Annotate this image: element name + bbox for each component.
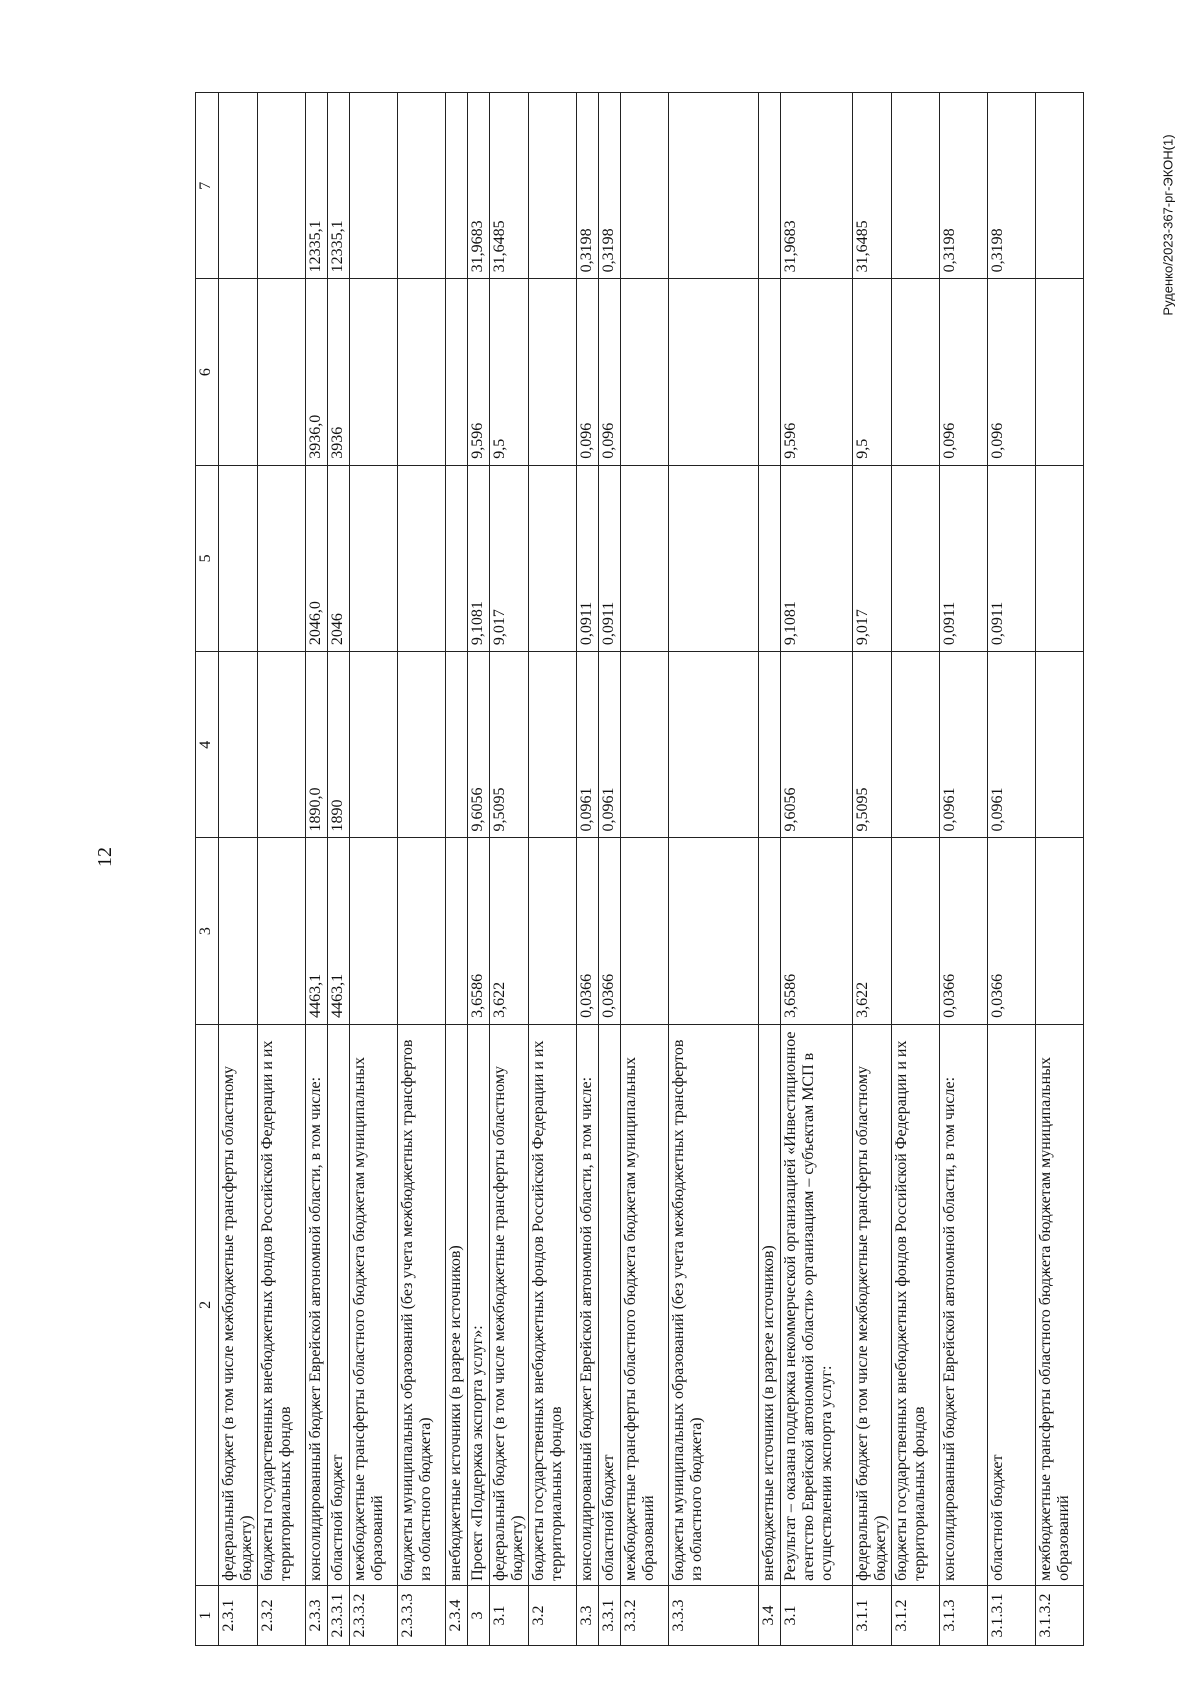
row-value-cell: 1890,0 xyxy=(306,652,328,838)
table-row xyxy=(599,93,621,1646)
row-value-cell xyxy=(398,465,446,651)
row-value-cell xyxy=(350,465,398,651)
row-name-cell: федеральный бюджет (в том числе межбюджетные трансферты областному бюджету) xyxy=(853,1024,892,1585)
row-value-cell: 31,6485 xyxy=(490,93,529,279)
table-row xyxy=(781,93,853,1646)
row-value-cell xyxy=(219,465,258,651)
header-cell: 3 xyxy=(196,838,219,1024)
row-value-cell: 9,5095 xyxy=(490,652,529,838)
row-name-cell: консолидированный бюджет Еврейской автономной области, в том числе: xyxy=(940,1024,988,1585)
row-code-cell: 2.3.1 xyxy=(219,1585,258,1645)
footer-code: Руденко/2023-367-рг-ЭКОН(1) xyxy=(1160,134,1176,316)
row-value-cell xyxy=(1036,838,1084,1024)
row-value-cell xyxy=(219,93,258,279)
row-value-cell: 9,6056 xyxy=(468,652,490,838)
row-value-cell: 9,596 xyxy=(781,279,853,465)
row-value-cell xyxy=(621,652,669,838)
row-value-cell: 0,0961 xyxy=(940,652,988,838)
header-cell: 1 xyxy=(196,1585,219,1645)
row-code-cell: 2.3.4 xyxy=(446,1585,468,1645)
row-name-cell: областной бюджет xyxy=(328,1024,350,1585)
row-value-cell xyxy=(219,838,258,1024)
table-row xyxy=(529,93,577,1646)
row-value-cell: 12335,1 xyxy=(306,93,328,279)
row-value-cell xyxy=(258,465,306,651)
row-value-cell: 9,017 xyxy=(853,465,892,651)
row-value-cell xyxy=(892,465,940,651)
row-value-cell xyxy=(350,279,398,465)
row-value-cell xyxy=(398,93,446,279)
header-cell: 6 xyxy=(196,279,219,465)
row-name-cell: внебюджетные источники (в разрезе источников) xyxy=(759,1024,781,1585)
row-name-cell: бюджеты государственных внебюджетных фондов Российской Федерации и их территориальных фондов xyxy=(529,1024,577,1585)
row-value-cell: 1890 xyxy=(328,652,350,838)
row-value-cell: 0,0911 xyxy=(577,465,599,651)
row-value-cell: 2046,0 xyxy=(306,465,328,651)
row-value-cell xyxy=(892,93,940,279)
row-value-cell xyxy=(892,838,940,1024)
row-value-cell: 0,3198 xyxy=(988,93,1036,279)
row-name-cell: межбюджетные трансферты областного бюджета бюджетам муниципальных образований xyxy=(1036,1024,1084,1585)
row-value-cell xyxy=(759,93,781,279)
row-value-cell: 0,3198 xyxy=(577,93,599,279)
row-code-cell: 3.1.3.1 xyxy=(988,1585,1036,1645)
budget-table xyxy=(195,92,1084,1646)
row-value-cell: 0,0961 xyxy=(988,652,1036,838)
row-value-cell: 3,622 xyxy=(853,838,892,1024)
row-value-cell: 3,6586 xyxy=(468,838,490,1024)
row-value-cell xyxy=(258,279,306,465)
row-value-cell xyxy=(669,279,759,465)
table-row xyxy=(853,93,892,1646)
row-code-cell: 2.3.3.2 xyxy=(350,1585,398,1645)
row-code-cell: 3.1.2 xyxy=(892,1585,940,1645)
row-code-cell: 3.3 xyxy=(577,1585,599,1645)
row-value-cell xyxy=(669,465,759,651)
budget-table-wrapper xyxy=(195,92,1072,1646)
row-value-cell: 4463,1 xyxy=(306,838,328,1024)
row-name-cell: межбюджетные трансферты областного бюджета бюджетам муниципальных образований xyxy=(621,1024,669,1585)
row-code-cell: 3.2 xyxy=(529,1585,577,1645)
row-value-cell xyxy=(759,279,781,465)
row-value-cell: 9,5 xyxy=(853,279,892,465)
row-value-cell xyxy=(529,465,577,651)
row-name-cell: бюджеты государственных внебюджетных фондов Российской Федерации и их территориальных фондов xyxy=(892,1024,940,1585)
table-row xyxy=(219,93,258,1646)
table-row xyxy=(577,93,599,1646)
row-value-cell: 0,0366 xyxy=(988,838,1036,1024)
row-value-cell xyxy=(621,279,669,465)
row-value-cell xyxy=(669,838,759,1024)
table-row xyxy=(350,93,398,1646)
row-value-cell: 9,1081 xyxy=(468,465,490,651)
row-code-cell: 3.1 xyxy=(781,1585,853,1645)
row-name-cell: бюджеты государственных внебюджетных фондов Российской Федерации и их территориальных фондов xyxy=(258,1024,306,1585)
row-value-cell: 31,9683 xyxy=(468,93,490,279)
row-value-cell: 0,0366 xyxy=(577,838,599,1024)
table-row xyxy=(1036,93,1084,1646)
row-name-cell: внебюджетные источники (в разрезе источников) xyxy=(446,1024,468,1585)
row-value-cell: 0,0961 xyxy=(599,652,621,838)
row-value-cell xyxy=(446,652,468,838)
row-value-cell: 0,0911 xyxy=(988,465,1036,651)
row-name-cell: межбюджетные трансферты областного бюджета бюджетам муниципальных образований xyxy=(350,1024,398,1585)
row-code-cell: 2.3.3.3 xyxy=(398,1585,446,1645)
row-value-cell: 9,596 xyxy=(468,279,490,465)
row-value-cell xyxy=(892,652,940,838)
table-header-row xyxy=(196,93,219,1646)
table-row xyxy=(328,93,350,1646)
row-value-cell: 9,5095 xyxy=(853,652,892,838)
row-value-cell xyxy=(529,838,577,1024)
row-value-cell xyxy=(446,93,468,279)
row-value-cell xyxy=(350,838,398,1024)
header-cell: 2 xyxy=(196,1024,219,1585)
row-value-cell xyxy=(219,279,258,465)
document-footer xyxy=(1158,134,1178,316)
row-value-cell: 0,0366 xyxy=(599,838,621,1024)
table-row xyxy=(258,93,306,1646)
row-value-cell: 31,9683 xyxy=(781,93,853,279)
table-row xyxy=(621,93,669,1646)
row-value-cell: 31,6485 xyxy=(853,93,892,279)
row-name-cell: Проект «Поддержка экспорта услуг»: xyxy=(468,1024,490,1585)
row-code-cell: 2.3.3 xyxy=(306,1585,328,1645)
row-value-cell xyxy=(398,838,446,1024)
row-name-cell: бюджеты муниципальных образований (без учета межбюджетных трансфертов из областного бюджета) xyxy=(398,1024,446,1585)
row-value-cell xyxy=(398,279,446,465)
row-value-cell xyxy=(669,652,759,838)
row-value-cell xyxy=(446,279,468,465)
row-value-cell: 3936 xyxy=(328,279,350,465)
row-name-cell: областной бюджет xyxy=(988,1024,1036,1585)
row-value-cell xyxy=(621,93,669,279)
table-row xyxy=(759,93,781,1646)
row-value-cell: 0,096 xyxy=(940,279,988,465)
row-code-cell: 3 xyxy=(468,1585,490,1645)
row-value-cell: 3,622 xyxy=(490,838,529,1024)
row-name-cell: Результат – оказана поддержка некоммерческой организацией «Инвестиционное агентство Еврейской автономной области» организациям – субъектам МСП в осуществлении экспорта услуг: xyxy=(781,1024,853,1585)
row-value-cell xyxy=(258,652,306,838)
header-cell: 5 xyxy=(196,465,219,651)
row-code-cell: 3.1.3.2 xyxy=(1036,1585,1084,1645)
table-row xyxy=(669,93,759,1646)
row-value-cell xyxy=(529,652,577,838)
row-value-cell xyxy=(759,465,781,651)
row-value-cell: 0,096 xyxy=(577,279,599,465)
header-cell: 7 xyxy=(196,93,219,279)
row-code-cell: 2.3.2 xyxy=(258,1585,306,1645)
row-code-cell: 3.4 xyxy=(759,1585,781,1645)
row-value-cell xyxy=(446,465,468,651)
row-value-cell: 2046 xyxy=(328,465,350,651)
row-value-cell xyxy=(529,279,577,465)
row-name-cell: областной бюджет xyxy=(599,1024,621,1585)
row-value-cell xyxy=(350,93,398,279)
table-row xyxy=(892,93,940,1646)
row-code-cell: 3.1.1 xyxy=(853,1585,892,1645)
row-value-cell xyxy=(892,279,940,465)
row-value-cell: 9,6056 xyxy=(781,652,853,838)
row-value-cell: 4463,1 xyxy=(328,838,350,1024)
header-cell: 4 xyxy=(196,652,219,838)
row-value-cell xyxy=(669,93,759,279)
row-value-cell: 0,3198 xyxy=(599,93,621,279)
table-row xyxy=(446,93,468,1646)
row-value-cell: 9,1081 xyxy=(781,465,853,651)
row-value-cell xyxy=(1036,465,1084,651)
row-value-cell: 0,0911 xyxy=(940,465,988,651)
row-code-cell: 2.3.3.1 xyxy=(328,1585,350,1645)
row-code-cell: 3.1 xyxy=(490,1585,529,1645)
row-value-cell: 0,096 xyxy=(599,279,621,465)
row-value-cell xyxy=(1036,652,1084,838)
row-name-cell: федеральный бюджет (в том числе межбюджетные трансферты областному бюджету) xyxy=(490,1024,529,1585)
row-value-cell xyxy=(258,838,306,1024)
row-value-cell: 9,017 xyxy=(490,465,529,651)
row-value-cell: 3936,0 xyxy=(306,279,328,465)
row-code-cell: 3.3.1 xyxy=(599,1585,621,1645)
table-row xyxy=(398,93,446,1646)
row-value-cell xyxy=(1036,93,1084,279)
row-value-cell: 0,096 xyxy=(988,279,1036,465)
row-value-cell xyxy=(621,838,669,1024)
row-name-cell: консолидированный бюджет Еврейской автономной области, в том числе: xyxy=(577,1024,599,1585)
table-row xyxy=(490,93,529,1646)
table-row xyxy=(988,93,1036,1646)
row-code-cell: 3.1.3 xyxy=(940,1585,988,1645)
row-value-cell: 0,0911 xyxy=(599,465,621,651)
row-value-cell: 3,6586 xyxy=(781,838,853,1024)
table-row xyxy=(468,93,490,1646)
row-value-cell: 9,5 xyxy=(490,279,529,465)
row-value-cell xyxy=(398,652,446,838)
row-value-cell: 12335,1 xyxy=(328,93,350,279)
row-value-cell xyxy=(1036,279,1084,465)
page-number: 12 xyxy=(94,847,116,867)
table-row xyxy=(306,93,328,1646)
row-value-cell xyxy=(759,838,781,1024)
row-value-cell xyxy=(759,652,781,838)
row-name-cell: бюджеты муниципальных образований (без учета межбюджетных трансфертов из областного бюджета) xyxy=(669,1024,759,1585)
row-value-cell xyxy=(350,652,398,838)
row-code-cell: 3.3.3 xyxy=(669,1585,759,1645)
row-value-cell: 0,3198 xyxy=(940,93,988,279)
row-value-cell xyxy=(219,652,258,838)
row-code-cell: 3.3.2 xyxy=(621,1585,669,1645)
table-row xyxy=(940,93,988,1646)
row-value-cell xyxy=(258,93,306,279)
row-name-cell: федеральный бюджет (в том числе межбюджетные трансферты областному бюджету) xyxy=(219,1024,258,1585)
row-value-cell: 0,0366 xyxy=(940,838,988,1024)
row-value-cell xyxy=(529,93,577,279)
row-value-cell xyxy=(446,838,468,1024)
row-value-cell: 0,0961 xyxy=(577,652,599,838)
row-name-cell: консолидированный бюджет Еврейской автономной области, в том числе: xyxy=(306,1024,328,1585)
row-value-cell xyxy=(621,465,669,651)
